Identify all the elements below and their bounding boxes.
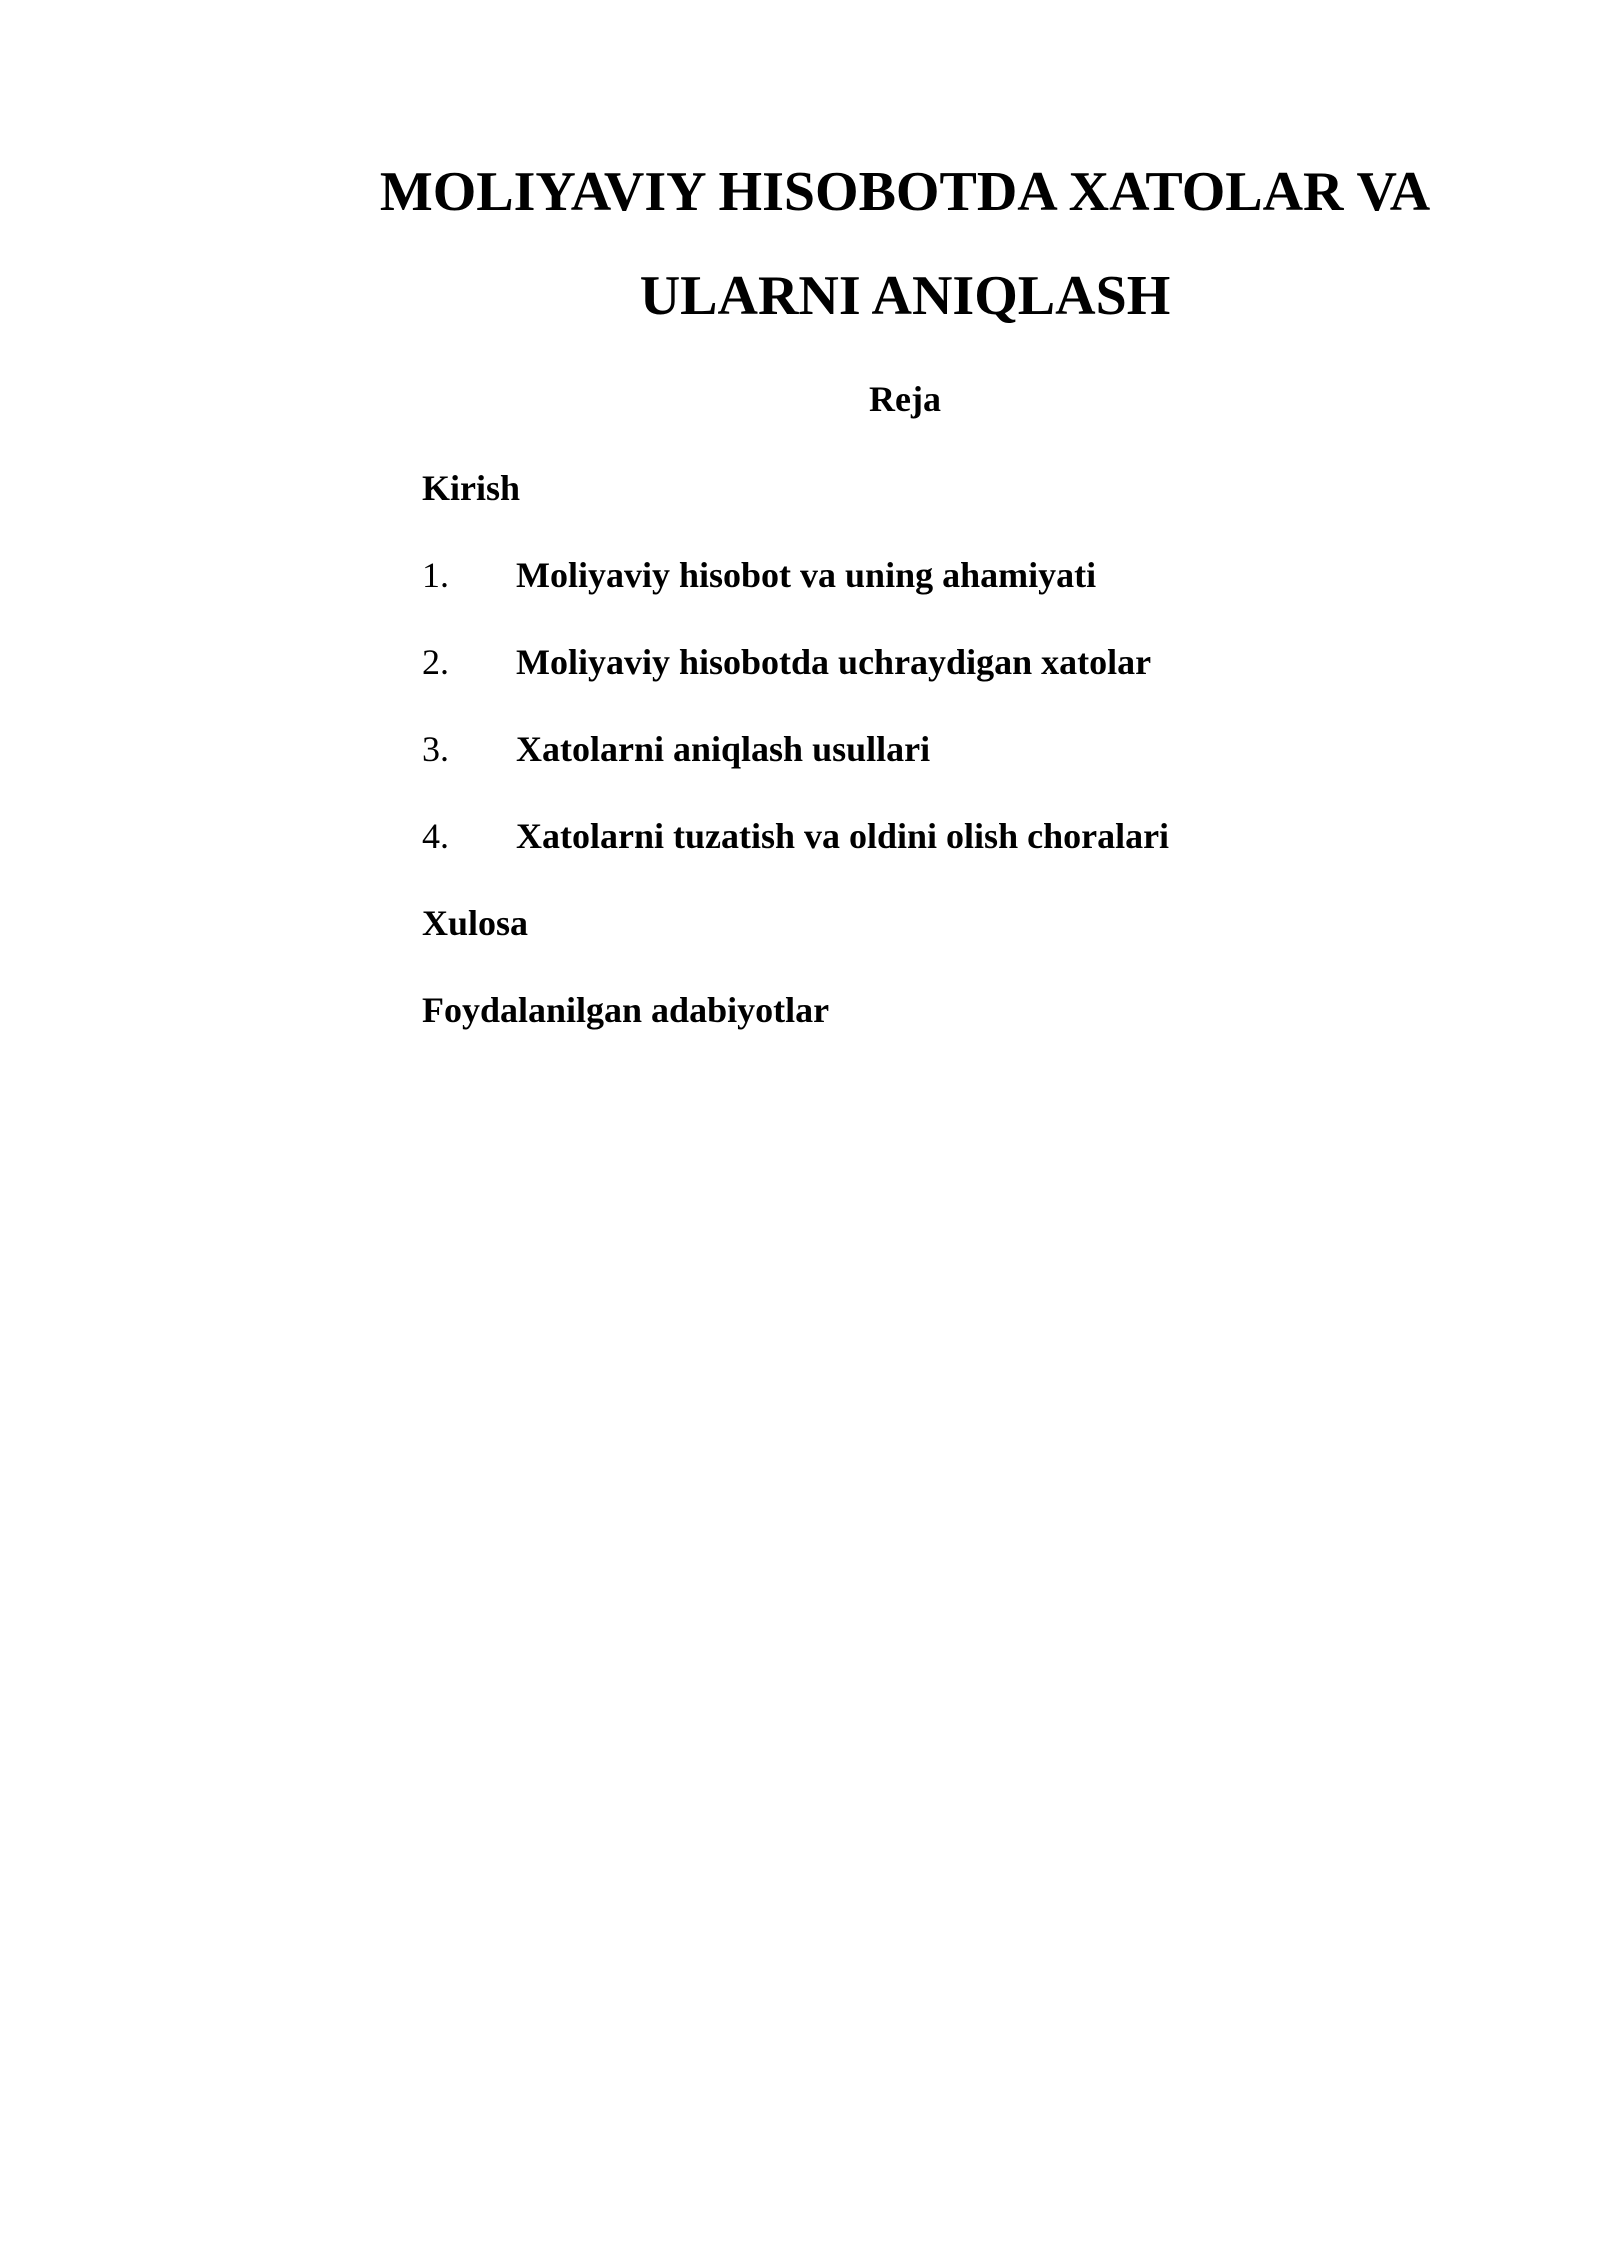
document-title-line-1: MOLIYAVIY HISOBOTDA XATOLAR VA — [379, 161, 1431, 223]
toc-item-references — [422, 985, 1522, 1072]
toc-item-conclusion — [422, 898, 1522, 985]
document-title — [340, 140, 1470, 348]
toc-item-text: Kirish — [422, 468, 521, 508]
toc-item-text: Xatolarni aniqlash usullari — [516, 729, 931, 769]
toc-item-text: Foydalanilgan adabiyotlar — [422, 990, 830, 1030]
toc-item-number: 2. — [422, 642, 449, 682]
toc-item-text: Moliyaviy hisobotda uchraydigan xatolar — [516, 642, 1152, 682]
toc-item-number: 1. — [422, 555, 449, 595]
toc-item-text: Moliyaviy hisobot va uning ahamiyati — [516, 555, 1097, 595]
toc-item-4 — [422, 811, 1522, 898]
document-title-line-2: ULARNI ANIQLASH — [639, 265, 1171, 327]
toc-item-number: 4. — [422, 816, 449, 856]
plan-heading: Reja — [869, 379, 941, 419]
toc-item-1 — [422, 550, 1522, 637]
toc-item-introduction — [422, 463, 1522, 550]
toc-item-text: Xatolarni tuzatish va oldini olish choralari — [516, 816, 1170, 856]
toc-item-2 — [422, 637, 1522, 724]
toc-item-3 — [422, 724, 1522, 811]
table-of-contents — [422, 463, 1522, 1072]
toc-item-text: Xulosa — [422, 903, 529, 943]
toc-item-number: 3. — [422, 729, 449, 769]
